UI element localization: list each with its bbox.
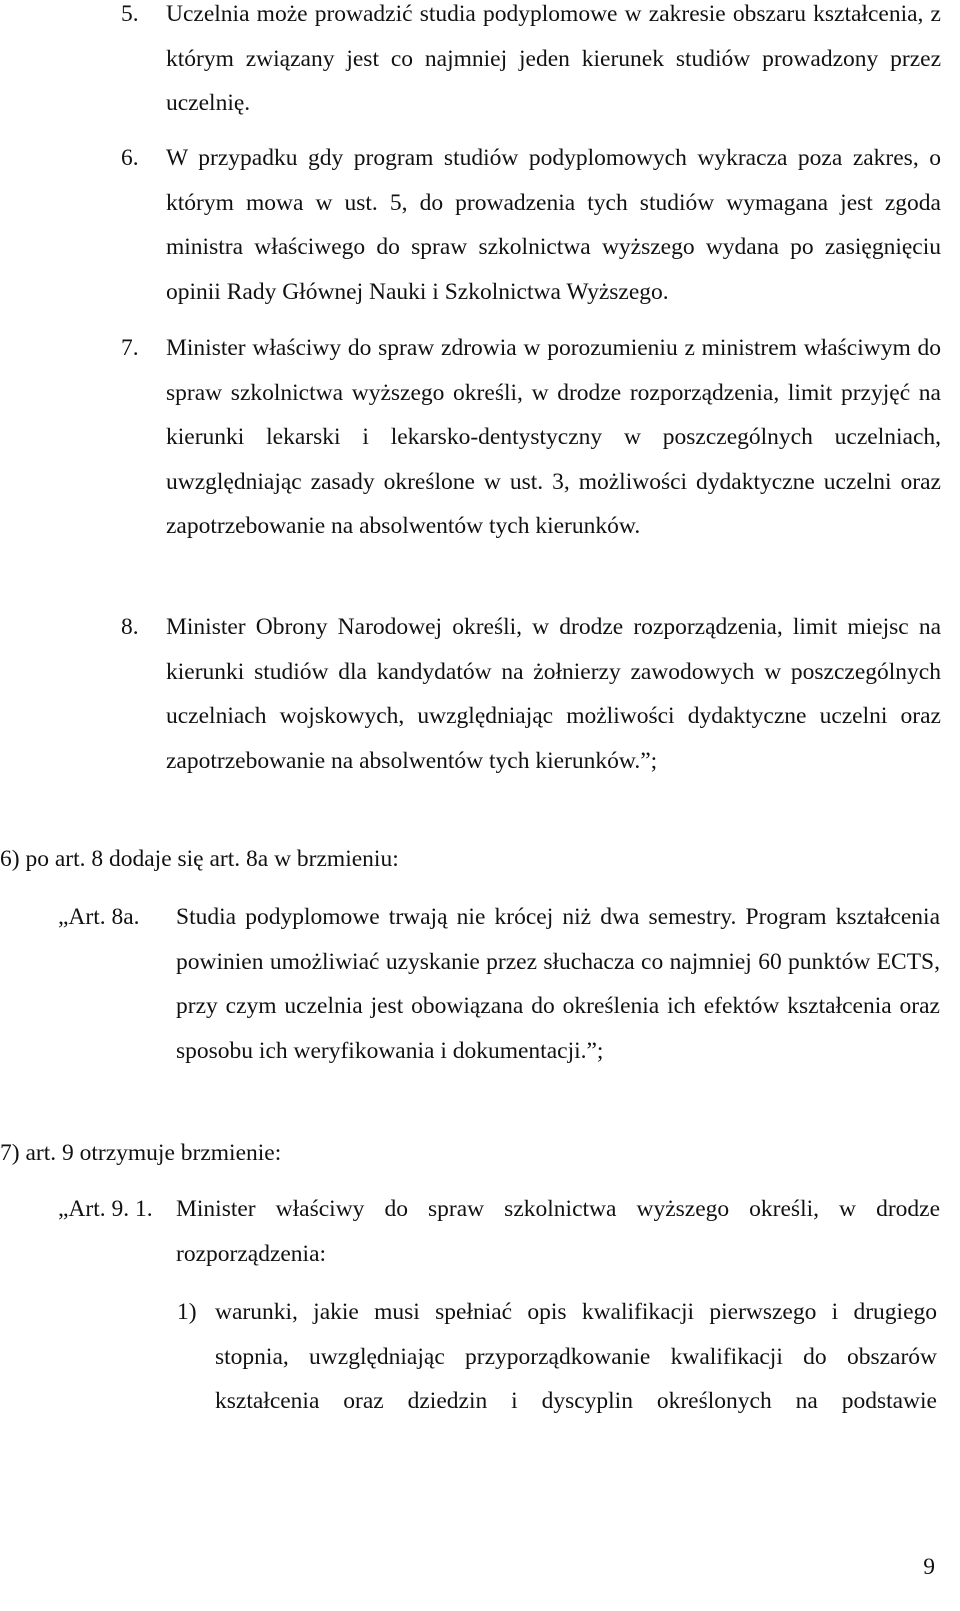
- sub-item-1: [177, 1290, 937, 1424]
- article-text: Minister właściwy do spraw szkolnictwa wyższego określi, w drodze rozporządzenia:: [176, 1196, 940, 1267]
- sub-item-text: warunki, jakie musi spełniać opis kwalifikacji pierwszego i drugiego stopnia, uwzględniając przyporządkowanie kwalifikacji do obszarów kształcenia oraz dziedzin i dyscyplin określonych na podstawie: [215, 1299, 937, 1414]
- item-text: W przypadku gdy program studiów podyplomowych wykracza poza zakres, o którym mowa w ust. 5, do prowadzenia tych studiów wymagana jest zgoda ministra właściwego do spraw szkolnictwa wyższego wydana po zasięgnięciu opinii Rady Głównej Nauki i Szkolnictwa Wyższego.: [166, 145, 941, 305]
- article-9: [58, 1187, 940, 1276]
- point-6-heading: 6) po art. 8 dodaje się art. 8a w brzmieniu:: [0, 846, 399, 872]
- list-item-7: [121, 326, 941, 549]
- list-item-5: [121, 0, 941, 126]
- sub-item-number: 1): [177, 1299, 197, 1325]
- item-number: 8.: [121, 614, 139, 640]
- item-number: 7.: [121, 335, 139, 361]
- item-text: Uczelnia może prowadzić studia podyplomowe w zakresie obszaru kształcenia, z którym związany jest co najmniej jeden kierunek studiów prowadzony przez uczelnię.: [166, 1, 941, 116]
- list-item-6: [121, 136, 941, 314]
- item-number: 6.: [121, 145, 139, 171]
- page-number: 9: [923, 1554, 935, 1580]
- item-text: Minister właściwy do spraw zdrowia w porozumieniu z ministrem właściwym do spraw szkolnictwa wyższego określi, w drodze rozporządzenia, limit przyjęć na kierunki lekarski i lekarsko-dentystyczny w poszczególnych uczelniach, uwzględniając zasady określone w ust. 3, możliwości dydaktyczne uczelni oraz zapotrzebowanie na absolwentów tych kierunków.: [166, 335, 941, 539]
- article-8a: [58, 895, 940, 1073]
- list-item-8: [121, 605, 941, 783]
- article-lead: „Art. 9. 1.: [58, 1196, 153, 1222]
- article-lead: „Art. 8a.: [58, 904, 140, 930]
- item-text: Minister Obrony Narodowej określi, w drodze rozporządzenia, limit miejsc na kierunki studiów dla kandydatów na żołnierzy zawodowych w poszczególnych uczelniach wojskowych, uwzględniając możliwości dydaktyczne uczelni oraz zapotrzebowanie na absolwentów tych kierunków.”;: [166, 614, 941, 774]
- item-number: 5.: [121, 1, 139, 27]
- article-text: Studia podyplomowe trwają nie krócej niż dwa semestry. Program kształcenia powinien umożliwiać uzyskanie przez słuchacza co najmniej 60 punktów ECTS, przy czym uczelnia jest obowiązana do określenia ich efektów kształcenia oraz sposobu ich weryfikowania i dokumentacji.”;: [176, 904, 940, 1064]
- point-7-heading: 7) art. 9 otrzymuje brzmienie:: [0, 1140, 282, 1166]
